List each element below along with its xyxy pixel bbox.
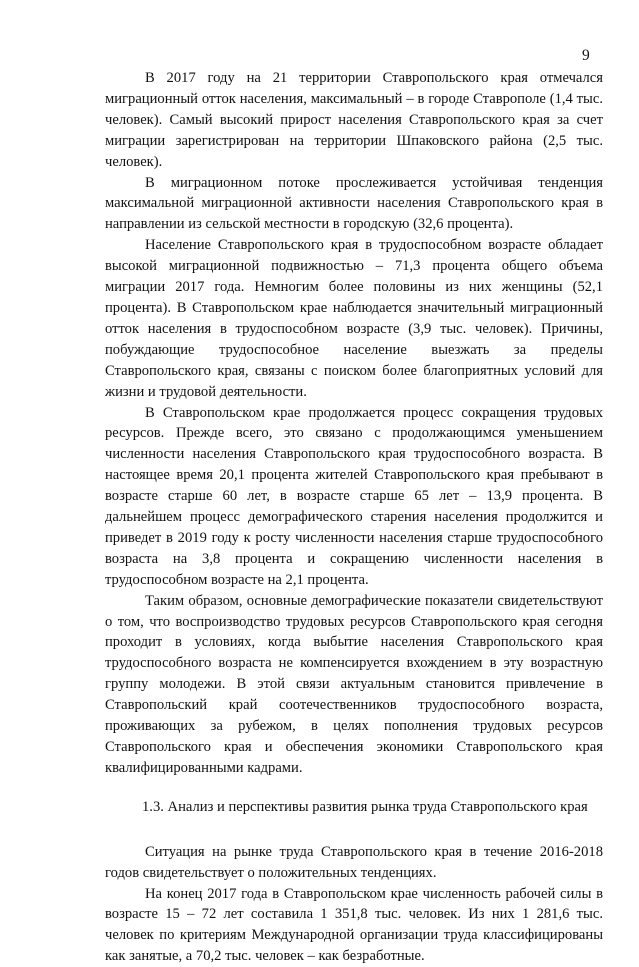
paragraph-migration-outflow: В 2017 году на 21 территории Ставропольского края отмечался миграционный отток населения, максимальный – в городе Ставрополе (1,4 тыс. человек). Самый высокий прирост населения Ставропольского края за счет миграции зарегистрирован на территории Шпаковского района (2,5 тыс. человек). — [105, 70, 603, 170]
page-number: 9 — [582, 47, 590, 64]
paragraph-labor-resources-decline: В Ставропольском крае продолжается процесс сокращения трудовых ресурсов. Прежде всего, это связано с продолжающимся уменьшением численности населения Ставропольского края трудоспособного возраста. В настоящее время 20,1 процента жителей Ставропольского края пребывают в возрасте старше 60 лет, в возрасте старше 65 лет – 13,9 процента. В дальнейшем процесс демографического старения населения продолжится и приведет в 2019 году к росту численности населения старше трудоспособного возраста на 3,8 процента и сокращению численности населения в трудоспособном возрасте на 2,1 процента. — [105, 404, 603, 588]
paragraph-demographic-conclusion: Таким образом, основные демографические показатели свидетельствуют о том, что воспроизводство трудовых ресурсов Ставропольского края сегодня проходит в условиях, когда выбытие населения Ставропольского края трудоспособного возраста не компенсируется вхождением в эту возрастную группу молодежи. В этой связи актуальным становится привлечение в Ставропольский край соотечественников трудоспособного возраста, проживающих за рубежом, в целях пополнения трудовых ресурсов Ставропольского края и обеспечения экономики Ставропольского края квалифицированными кадрами. — [105, 592, 603, 776]
paragraph-migration-direction: В миграционном потоке прослеживается устойчивая тенденция максимальной миграционной активности населения Ставропольского края в направлении из сельской местности в городскую (32,6 процента). — [105, 174, 603, 233]
paragraph-labor-force-figures: На конец 2017 года в Ставропольском крае численность рабочей силы в возрасте 15 – 72 лет составила 1 351,8 тыс. человек. Из них 1 281,6 тыс. человек по критериям Международной организации труда классифицированы как занятые, а 70,2 тыс. человек – как безработные. — [105, 885, 603, 965]
paragraph-labor-market-situation: Ситуация на рынке труда Ставропольского края в течение 2016-2018 годов свидетельствует о положительных тенденциях. — [105, 843, 603, 881]
page-content — [105, 68, 603, 967]
paragraph-working-age-mobility: Население Ставропольского края в трудоспособном возрасте обладает высокой миграционной подвижностью – 71,3 процента общего объема миграции 2017 года. Немногим более половины из них женщины (52,1 процента). В Ставропольском крае наблюдается значительный миграционный отток населения в трудоспособном возрасте (3,9 тыс. человек). Причины, побуждающие трудоспособное население выезжать за пределы Ставропольского края, связаны с поиском более благоприятных условий для жизни и трудовой деятельности. — [105, 237, 603, 400]
section-heading: 1.3. Анализ и перспективы развития рынка труда Ставропольского края — [142, 798, 588, 815]
